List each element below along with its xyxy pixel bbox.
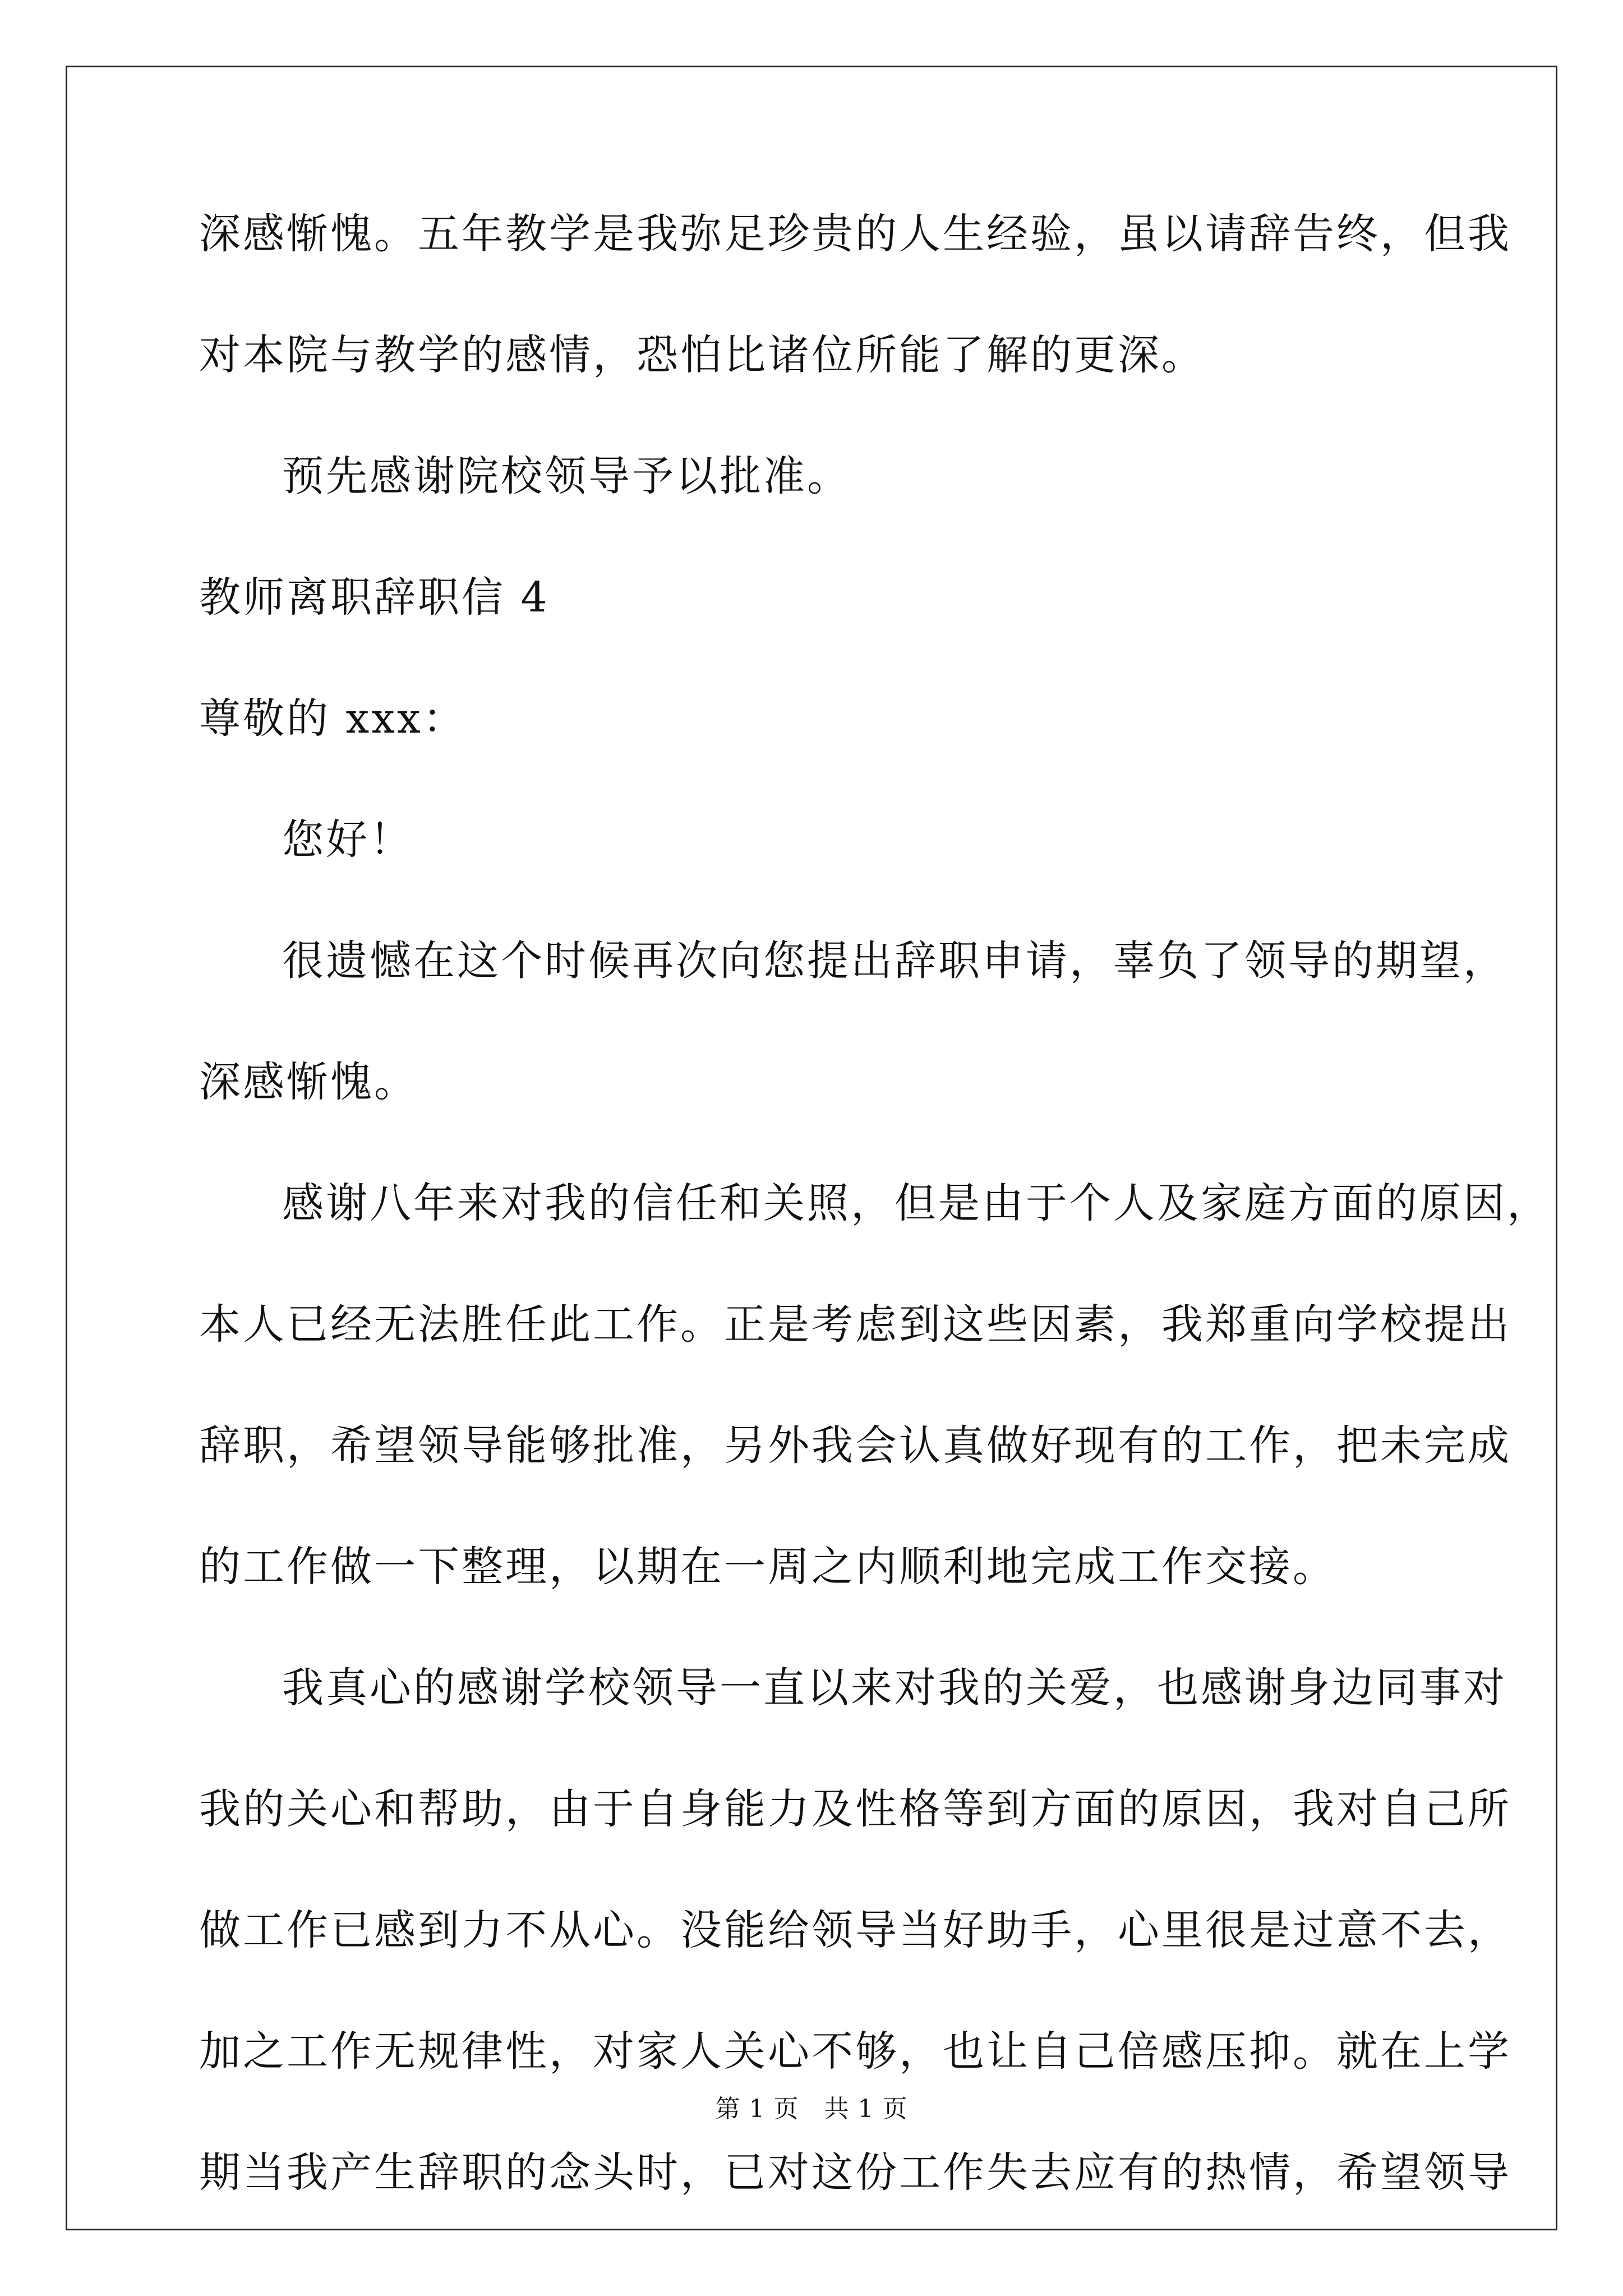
greeting: 您好！	[282, 816, 413, 864]
text-line-3: 预先感谢院校领导予以批准。	[282, 452, 851, 500]
salutation: 尊敬的 xxx：	[199, 694, 467, 743]
text-line-7: 很遗憾在这个时候再次向您提出辞职申请，辜负了领导的期望，	[282, 937, 1507, 985]
document-body	[199, 210, 1551, 2273]
text-line-10: 本人已经无法胜任此工作。正是考虑到这些因素，我郑重向学校提出	[199, 1300, 1511, 1349]
text-line-15: 做工作已感到力不从心。没能给领导当好助手，心里很是过意不去，	[199, 1906, 1511, 1954]
text-line-13: 我真心的感谢学校领导一直以来对我的关爱，也感谢身边同事对	[282, 1664, 1507, 1712]
text-line-9: 感谢八年来对我的信任和关照，但是由于个人及家庭方面的原因，	[282, 1179, 1551, 1227]
text-line-8: 深感惭愧。	[199, 1058, 418, 1106]
text-line-11: 辞职，希望领导能够批准，另外我会认真做好现有的工作，把未完成	[199, 1421, 1511, 1470]
text-line-12: 的工作做一下整理，以期在一周之内顺利地完成工作交接。	[199, 1543, 1336, 1591]
text-line-16: 加之工作无规律性，对家人关心不够，也让自己倍感压抑。就在上学	[199, 2027, 1511, 2076]
text-line-14: 我的关心和帮助，由于自身能力及性格等到方面的原因，我对自己所	[199, 1785, 1511, 1833]
text-line-17: 期当我产生辞职的念头时，已对这份工作失去应有的热情，希望领导	[199, 2148, 1511, 2197]
text-line-2: 对本院与教学的感情，恐怕比诸位所能了解的更深。	[199, 331, 1205, 379]
page-number-footer: 第 1 页 共 1 页	[715, 2095, 908, 2123]
text-line-1: 深感惭愧。五年教学是我弥足珍贵的人生经验，虽以请辞告终，但我	[199, 210, 1511, 258]
section-heading: 教师离职辞职信 4	[199, 573, 550, 622]
